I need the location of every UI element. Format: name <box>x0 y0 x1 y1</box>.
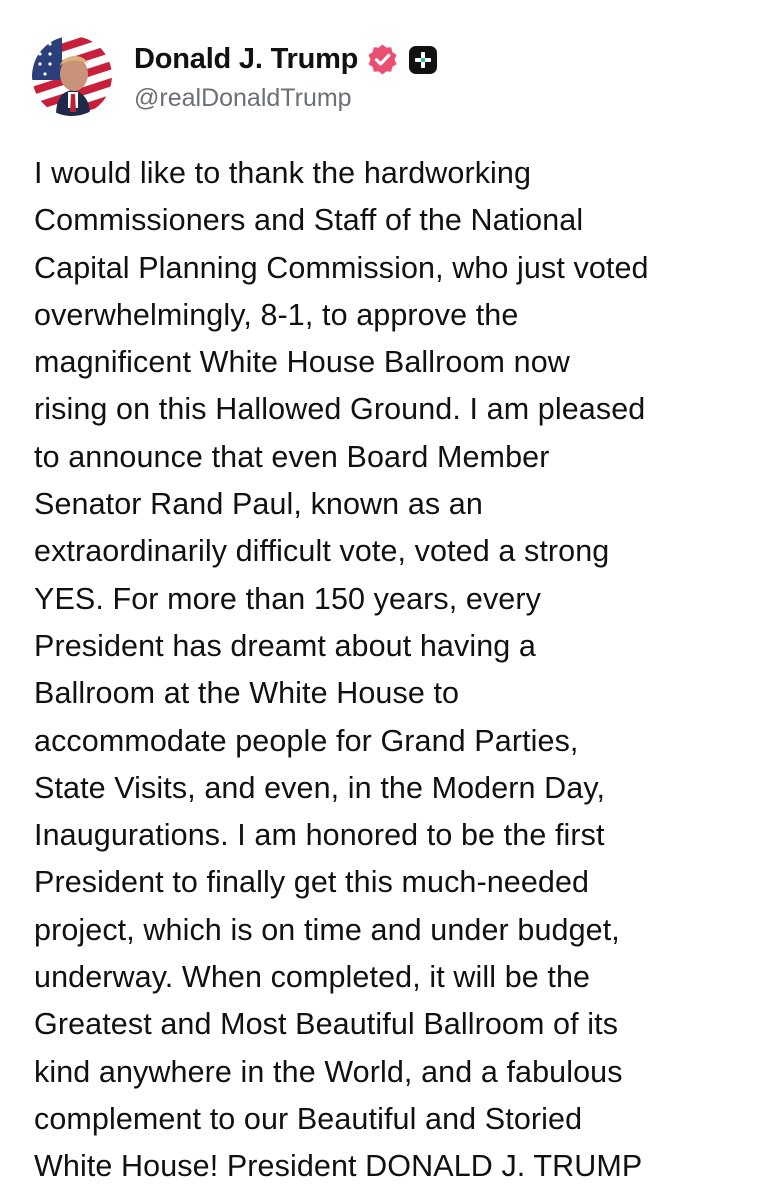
avatar-image <box>32 36 112 116</box>
plus-badge-icon <box>408 45 438 75</box>
author-handle[interactable]: @realDonaldTrump <box>134 83 352 112</box>
author-identity <box>134 40 438 113</box>
verified-badge-icon <box>366 43 399 76</box>
avatar[interactable] <box>32 36 112 116</box>
post-header <box>32 36 438 116</box>
post-body-text: I would like to thank the hardworking Commissioners and Staff of the National Capital Planning Commission, who just voted overwhelmingly, 8-1, to approve the magnificent White House Ballroom now rising on this Hallowed Ground. I am pleased to announce that even Board Member Senator Rand Paul, known as an extraordinarily difficult vote, voted a strong YES. For more than 150 years, every President has dreamt about having a Ballroom at the White House to accommodate people for Grand Parties, State Visits, and even, in the Modern Day, Inaugurations. I am honored to be the first President to finally get this much-needed project, which is on time and under budget, underway. When completed, it will be the Greatest and Most Beautiful Ballroom of its kind anywhere in the World, and a fabulous complement to our Beautiful and Storied White House! President DONALD J. TRUMP <box>34 156 649 1184</box>
author-display-name[interactable]: Donald J. Trump <box>134 43 359 75</box>
name-row <box>134 40 438 80</box>
